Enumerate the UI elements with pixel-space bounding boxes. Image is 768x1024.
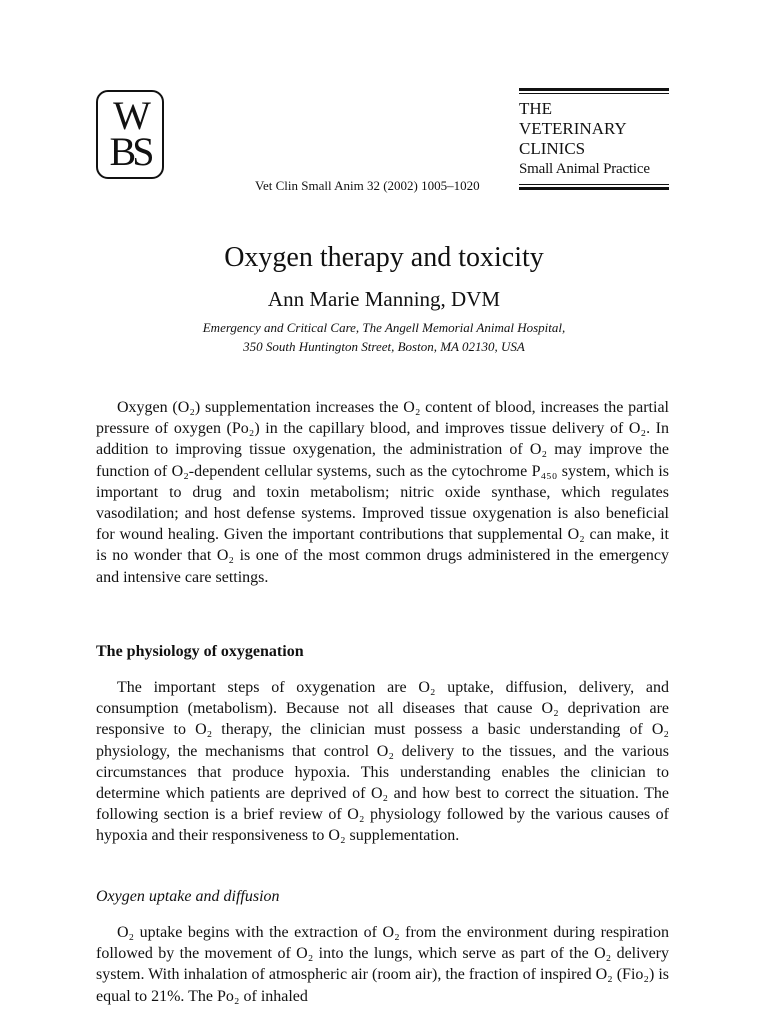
affiliation-line-2: 350 South Huntington Street, Boston, MA 02130, USA [243, 339, 525, 354]
masthead-rule-thin [519, 93, 669, 94]
body-paragraph-2 [96, 677, 669, 847]
body-paragraph-3 [96, 922, 669, 1007]
journal-line-1: THE [519, 99, 553, 118]
paragraph-text: Oxygen (O₂) supplementation increases the O₂ content of blood, increases the partial pressure of oxygen (Po₂) in the capillary blood, and improves tissue delivery of O₂. In addition to improving tissue oxygenation, the administration of O₂ may improve the function of O₂-dependent cellular systems, such as the cytochrome P₄₅₀ system, which is important to drug and toxin metabolism; nitric oxide synthase, which regulates vasodilation; and host defense systems. Improved tissue oxygenation is also beneficial for wound healing. Given the important contributions that supplemental O₂ can make, it is no wonder that O₂ is one of the most common drugs administered in the emergency and intensive care settings. [96, 399, 669, 586]
publisher-logo [96, 90, 164, 179]
logo-line-2: BS [109, 129, 151, 174]
subsection-heading: Oxygen uptake and diffusion [96, 888, 280, 905]
paragraph-text: O₂ uptake begins with the extraction of O₂ from the environment during respiration followed by the movement of O₂ into the lungs, which serve as part of the O₂ delivery system. With inhalation of atmospheric air (room air), the fraction of inspired O₂ (Fio₂) is equal to 21%. The Po₂ of inhaled [96, 924, 669, 1005]
citation-rules [519, 182, 669, 190]
journal-line-2: VETERINARY [519, 119, 627, 138]
logo-line-1: W [113, 93, 147, 138]
author-affiliation [0, 318, 768, 356]
section-heading: The physiology of oxygenation [96, 643, 304, 660]
article-title: Oxygen therapy and toxicity [224, 242, 544, 273]
journal-subtitle: Small Animal Practice [519, 161, 650, 177]
article-author: Ann Marie Manning, DVM [267, 287, 501, 311]
affiliation-line-1: Emergency and Critical Care, The Angell Memorial Animal Hospital, [202, 320, 566, 335]
citation-line: Vet Clin Small Anim 32 (2002) 1005–1020 [255, 178, 480, 193]
journal-masthead [519, 88, 669, 179]
citation-rule-thick [519, 187, 669, 190]
body-paragraph-1 [96, 397, 669, 588]
masthead-rule-thick [519, 88, 669, 91]
journal-line-3: CLINICS [519, 139, 586, 158]
paragraph-text: The important steps of oxygenation are O₂ uptake, diffusion, delivery, and consumption (metabolism). Because not all diseases that cause O₂ deprivation are responsive to O₂ therapy, the clinician must possess a basic understanding of O₂ physiology, the mechanisms that control O₂ delivery to the tissues, and the various circumstances that produce hypoxia. This understanding enables the clinician to determine which patients are deprived of O₂ and how best to correct the situation. The following section is a brief review of O₂ physiology followed by the various causes of hypoxia and their responsiveness to O₂ supplementation. [96, 679, 669, 845]
journal-name [519, 99, 669, 179]
citation-rule-thin [519, 184, 669, 185]
